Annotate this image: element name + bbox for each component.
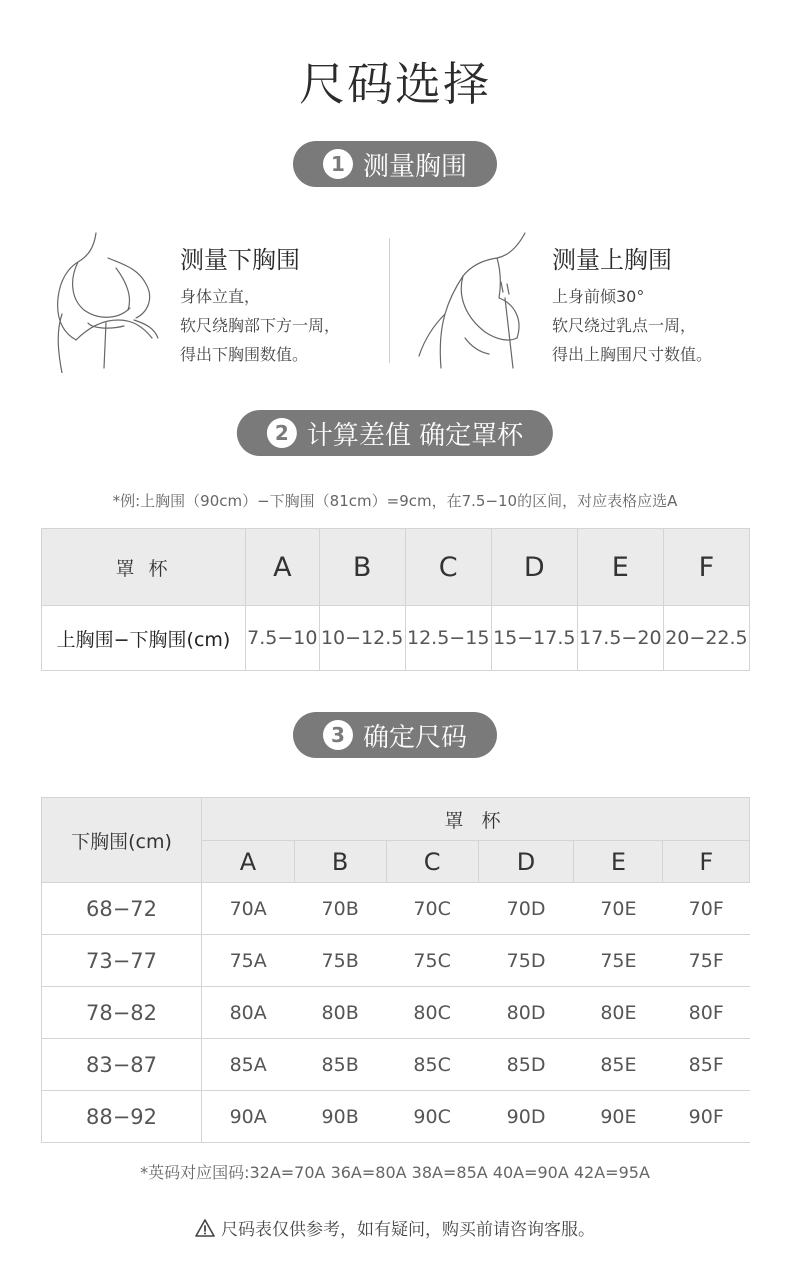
size-cell: 80E (574, 987, 663, 1039)
size-table (41, 797, 750, 1143)
size-cell: 75B (294, 935, 386, 987)
step1-number: 1 (323, 149, 353, 179)
cup-header-cell: C (405, 529, 491, 606)
size-cell: 90A (202, 1091, 295, 1143)
size-cell: 80B (294, 987, 386, 1039)
size-cell: 80D (478, 987, 574, 1039)
size-cell: 70D (478, 883, 574, 935)
underbust-range-cell: 88−92 (42, 1091, 202, 1143)
calculation-example: *例:上胸围（90cm）−下胸围（81cm）=9cm，在7.5−10的区间，对应表格应选A (112, 492, 678, 510)
size-cell: 70A (202, 883, 295, 935)
size-cell: 90E (574, 1091, 663, 1143)
underbust-title: 测量下胸围 (180, 246, 300, 274)
size-cell: 90C (386, 1091, 478, 1143)
size-cell: 90B (294, 1091, 386, 1143)
size-cell: 70B (294, 883, 386, 935)
table-row (42, 883, 750, 935)
section-divider (389, 238, 390, 363)
difference-range-cell: 12.5−15 (405, 606, 491, 671)
difference-range-cell: 7.5−10 (246, 606, 320, 671)
cup-header-cell: F (663, 529, 749, 606)
size-cell: 75E (574, 935, 663, 987)
size-cup-header: E (574, 841, 663, 883)
difference-range-cell: 15−17.5 (491, 606, 577, 671)
size-cell: 85A (202, 1039, 295, 1091)
table-row (42, 987, 750, 1039)
cup-table (41, 528, 750, 671)
size-cup-header: C (386, 841, 478, 883)
size-cell: 85D (478, 1039, 574, 1091)
cup-header-cell: D (491, 529, 577, 606)
difference-range-cell: 10−12.5 (319, 606, 405, 671)
underbust-column-header: 下胸围(cm) (42, 798, 202, 883)
step2-label: 计算差值 确定罩杯 (306, 420, 524, 451)
underbust-figure-icon (48, 228, 168, 373)
cup-group-header: 罩 杯 (202, 798, 750, 841)
overbust-description: 上身前倾30° 软尺绕过乳点一周， 得出上胸围尺寸数值。 (552, 287, 713, 364)
measure-section (0, 228, 790, 373)
cup-header-cell: A (246, 529, 320, 606)
cup-table-header-row (42, 529, 750, 606)
step2-number: 2 (267, 418, 297, 448)
page-title: 尺码选择 (299, 57, 491, 111)
size-cell: 80A (202, 987, 295, 1039)
cup-header-label: 罩 杯 (42, 529, 246, 606)
table-row (42, 935, 750, 987)
overbust-figure-icon (405, 228, 535, 373)
step2-banner (237, 410, 553, 456)
step1-label: 测量胸围 (362, 151, 468, 182)
size-cell: 85B (294, 1039, 386, 1091)
size-cell: 70C (386, 883, 478, 935)
underbust-range-cell: 73−77 (42, 935, 202, 987)
size-cup-header: D (478, 841, 574, 883)
size-cell: 85F (663, 1039, 750, 1091)
cup-header-cell: B (319, 529, 405, 606)
size-cell: 80F (663, 987, 750, 1039)
step1-banner (293, 141, 497, 187)
overbust-title: 测量上胸围 (552, 246, 672, 274)
table-row (42, 1091, 750, 1143)
size-cell: 80C (386, 987, 478, 1039)
size-cell: 85E (574, 1039, 663, 1091)
size-cup-header: A (202, 841, 295, 883)
size-conversion-note: *英码对应国码:32A=70A 36A=80A 38A=85A 40A=90A 42A=95A (140, 1163, 650, 1182)
size-cell: 75A (202, 935, 295, 987)
size-cell: 75D (478, 935, 574, 987)
cup-header-cell: E (577, 529, 663, 606)
step3-number: 3 (323, 720, 353, 750)
underbust-range-cell: 78−82 (42, 987, 202, 1039)
underbust-description: 身体立直， 软尺绕胸部下方一周， 得出下胸围数值。 (180, 287, 341, 364)
disclaimer (0, 1215, 790, 1240)
size-cup-header: F (663, 841, 750, 883)
difference-label: 上胸围−下胸围(cm) (42, 606, 246, 671)
underbust-range-cell: 83−87 (42, 1039, 202, 1091)
difference-range-cell: 17.5−20 (577, 606, 663, 671)
warning-icon (195, 1219, 215, 1237)
size-cell: 70E (574, 883, 663, 935)
size-table-header-row (42, 798, 750, 841)
size-cell: 70F (663, 883, 750, 935)
size-cup-header: B (294, 841, 386, 883)
cup-table-range-row (42, 606, 750, 671)
step3-banner (293, 712, 497, 758)
disclaimer-text: 尺码表仅供参考，如有疑问，购买前请咨询客服。 (221, 1220, 595, 1240)
step3-label: 确定尺码 (362, 722, 468, 753)
size-cell: 90F (663, 1091, 750, 1143)
size-cell: 85C (386, 1039, 478, 1091)
table-row (42, 1039, 750, 1091)
size-cell: 90D (478, 1091, 574, 1143)
size-cell: 75C (386, 935, 478, 987)
difference-range-cell: 20−22.5 (663, 606, 749, 671)
underbust-range-cell: 68−72 (42, 883, 202, 935)
size-cell: 75F (663, 935, 750, 987)
